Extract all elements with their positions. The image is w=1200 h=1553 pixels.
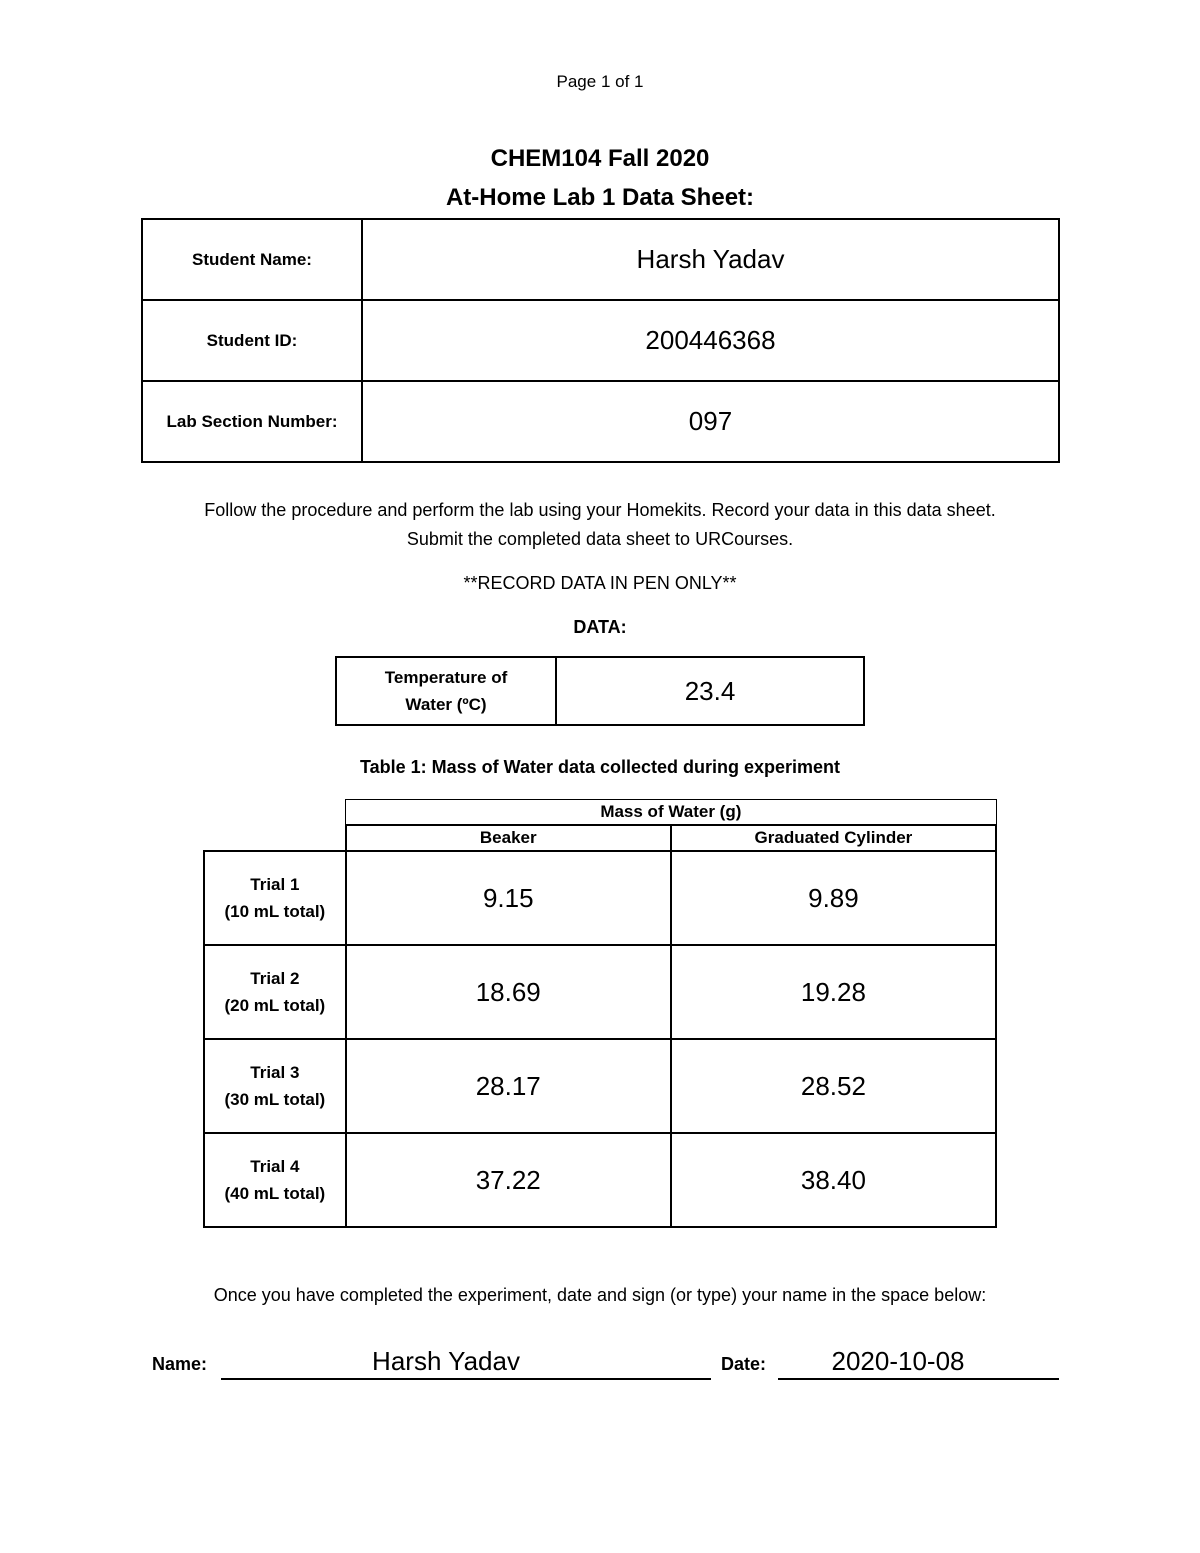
course-title: CHEM104 Fall 2020 [490, 145, 710, 172]
signature-date-label: Date: [721, 1354, 767, 1374]
pen-only-note: **RECORD DATA IN PEN ONLY** [463, 573, 737, 593]
trial-name: Trial 2 [250, 969, 300, 988]
instructions-line-1: Follow the procedure and perform the lab using your Homekits. Record your data in this data sheet. [204, 500, 996, 520]
temperature-label-line-1: Temperature of [384, 668, 508, 687]
trial-label [204, 1039, 346, 1133]
student-id-label: Student ID: [142, 300, 362, 381]
table-row [204, 851, 996, 945]
cylinder-column-header: Graduated Cylinder [671, 825, 996, 851]
signature-name-label: Name: [152, 1354, 208, 1374]
trial-label [204, 945, 346, 1039]
trial-volume: (20 mL total) [224, 996, 326, 1015]
trial-volume: (40 mL total) [224, 1184, 326, 1203]
signature-name-value: Harsh Yadav [372, 1346, 520, 1376]
trial-name: Trial 4 [250, 1157, 300, 1176]
page-number: Page 1 of 1 [556, 72, 644, 91]
beaker-mass-cell[interactable]: 18.69 [346, 945, 671, 1039]
temperature-label [336, 657, 556, 725]
trial-label [204, 851, 346, 945]
table-row [204, 1039, 996, 1133]
trial-volume: (30 mL total) [224, 1090, 326, 1109]
student-id-row [142, 300, 1059, 381]
lab-section-row [142, 381, 1059, 462]
beaker-column-header: Beaker [346, 825, 671, 851]
trial-volume: (10 mL total) [224, 902, 326, 921]
student-id-value[interactable]: 200446368 [362, 300, 1059, 381]
table-caption: Table 1: Mass of Water data collected during experiment [359, 757, 841, 777]
cylinder-mass-cell[interactable]: 28.52 [671, 1039, 996, 1133]
table-row [204, 1133, 996, 1227]
cylinder-mass-cell[interactable]: 38.40 [671, 1133, 996, 1227]
cylinder-mass-cell[interactable]: 9.89 [671, 851, 996, 945]
table-row [204, 945, 996, 1039]
temperature-value[interactable]: 23.4 [556, 657, 864, 725]
trial-label [204, 1133, 346, 1227]
data-heading: DATA: [573, 617, 627, 637]
lab-section-value[interactable]: 097 [362, 381, 1059, 462]
sheet-title: At-Home Lab 1 Data Sheet: [445, 184, 755, 211]
temperature-table [335, 656, 865, 726]
beaker-mass-cell[interactable]: 28.17 [346, 1039, 671, 1133]
student-name-label: Student Name: [142, 219, 362, 300]
cylinder-mass-cell[interactable]: 19.28 [671, 945, 996, 1039]
student-name-value[interactable]: Harsh Yadav [362, 219, 1059, 300]
student-info-table [141, 218, 1060, 463]
mass-group-header: Mass of Water (g) [346, 800, 996, 826]
mass-of-water-table [203, 799, 997, 1228]
student-name-row [142, 219, 1059, 300]
instructions-line-2: Submit the completed data sheet to URCourses. [406, 529, 794, 549]
beaker-mass-cell[interactable]: 9.15 [346, 851, 671, 945]
beaker-mass-cell[interactable]: 37.22 [346, 1133, 671, 1227]
temperature-label-line-2: Water (ºC) [405, 695, 487, 714]
signature-date-line[interactable] [778, 1348, 1059, 1380]
trial-name: Trial 1 [250, 875, 300, 894]
signature-name-line[interactable] [221, 1348, 711, 1380]
corner-blank [204, 800, 346, 826]
signature-date-value: 2020-10-08 [831, 1346, 965, 1376]
signature-instruction: Once you have completed the experiment, date and sign (or type) your name in the space below: [213, 1285, 987, 1305]
lab-section-label: Lab Section Number: [142, 381, 362, 462]
corner-blank [204, 825, 346, 851]
trial-name: Trial 3 [250, 1063, 300, 1082]
